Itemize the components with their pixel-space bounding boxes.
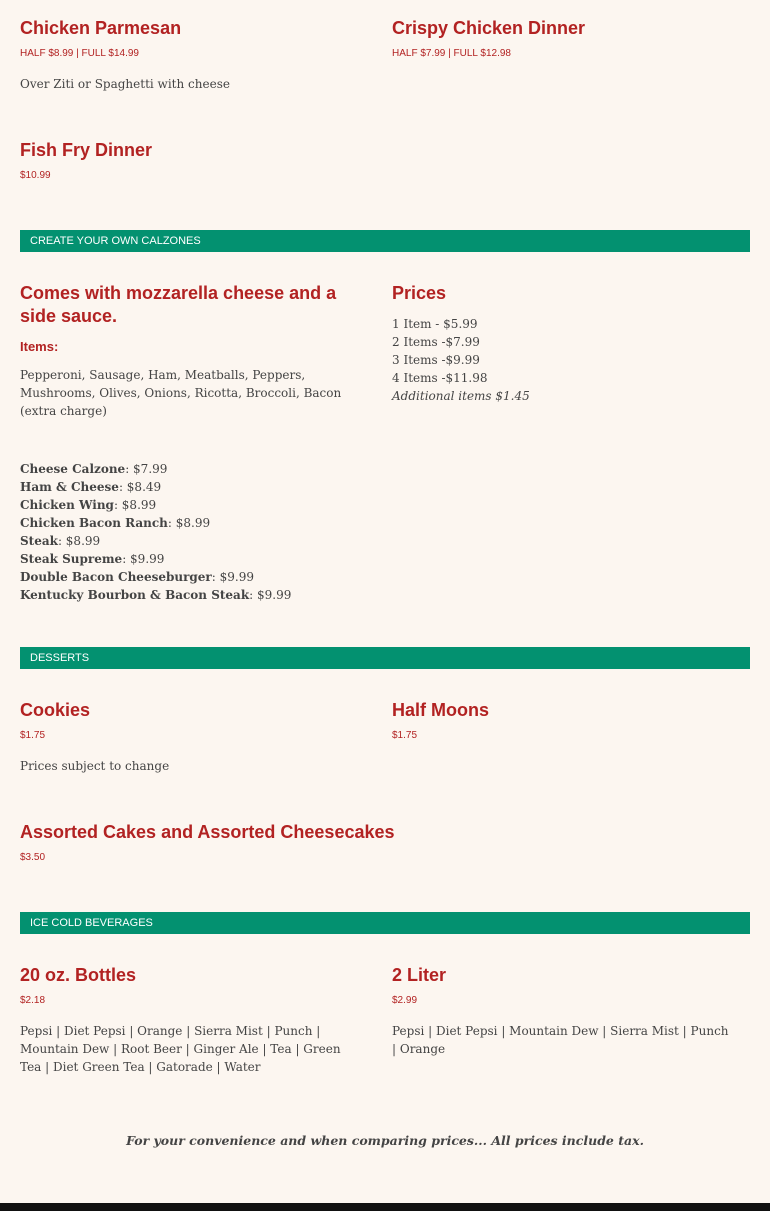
item-description: Pepsi | Diet Pepsi | Orange | Sierra Mist | Punch | Mountain Dew | Root Beer | Ginger Ale | Tea | Green Tea | Diet Green Tea | Gatorade | Water [20,1024,341,1074]
item-title: Fish Fry Dinner [20,140,153,160]
calzone-prices [392,282,742,405]
footer-note: For your convenience and when comparing prices... All prices include tax. [126,1133,644,1148]
list-item [20,478,420,496]
specialty-name: Cheese Calzone [20,462,126,476]
item-title: Assorted Cakes and Assorted Cheesecakes [20,822,395,842]
items-label: Items: [20,339,59,354]
specialty-price: : $8.99 [57,534,101,548]
prices-title: Prices [392,283,447,303]
menu-item-2-liter [392,964,742,1058]
specialty-price: : $8.99 [113,498,157,512]
page-footer-bar [0,1203,770,1211]
item-title: 2 Liter [392,965,447,985]
specialty-name: Steak Supreme [20,552,123,566]
item-price: HALF $7.99 | FULL $12.98 [392,48,511,59]
item-price: HALF $8.99 | FULL $14.99 [20,48,139,59]
item-price: $2.18 [20,995,46,1006]
list-item [20,496,420,514]
item-description: Prices subject to change [20,759,170,773]
list-item [20,550,420,568]
menu-item-assorted-cakes [20,821,420,865]
specialty-price: : $9.99 [122,552,165,566]
specialty-name: Kentucky Bourbon & Bacon Steak [20,588,250,602]
item-description: Pepsi | Diet Pepsi | Mountain Dew | Sierra Mist | Punch | Orange [392,1024,729,1056]
specialty-price: : $9.99 [249,588,292,602]
item-title: Half Moons [392,700,489,720]
item-description: Over Ziti or Spaghetti with cheese [20,77,230,91]
menu-item-20oz-bottles [20,964,370,1076]
price-row: 4 Items -$11.98 [392,371,488,385]
specialty-name: Double Bacon Cheeseburger [20,570,212,584]
additional-items: Additional items $1.45 [392,389,530,403]
section-header-desserts: DESSERTS [20,647,750,669]
item-price: $10.99 [20,170,51,181]
specialty-price: : $8.49 [118,480,162,494]
list-item [20,568,420,586]
specialty-name: Chicken Wing [20,498,114,512]
item-price: $1.75 [392,730,418,741]
list-item [20,514,420,532]
item-price: $1.75 [20,730,46,741]
specialty-calzones-list [20,460,420,604]
calzone-intro [20,282,370,420]
item-price: $3.50 [20,852,46,863]
calzone-intro-title: Comes with mozzarella cheese and a side sauce. [20,283,337,326]
calzone-items-text: Pepperoni, Sausage, Ham, Meatballs, Peppers, Mushrooms, Olives, Onions, Ricotta, Broccoli, Bacon (extra charge) [20,368,342,418]
prices-list [392,315,742,405]
menu-item-chicken-parmesan [20,17,370,93]
menu-item-crispy-chicken-dinner [392,17,742,61]
section-header-calzones: CREATE YOUR OWN CALZONES [20,230,750,252]
list-item [20,532,420,550]
menu-item-fish-fry-dinner [20,139,370,183]
specialty-name: Steak [20,534,58,548]
item-title: Cookies [20,700,91,720]
specialty-price: : $8.99 [167,516,211,530]
menu-item-cookies [20,699,370,775]
item-title: Crispy Chicken Dinner [392,18,586,38]
section-header-beverages: ICE COLD BEVERAGES [20,912,750,934]
specialty-name: Ham & Cheese [20,480,119,494]
specialty-price: : $7.99 [125,462,168,476]
item-title: Chicken Parmesan [20,18,182,38]
price-row: 3 Items -$9.99 [392,353,480,367]
price-row: 1 Item - $5.99 [392,317,478,331]
menu-item-half-moons [392,699,742,743]
specialty-price: : $9.99 [211,570,254,584]
list-item [20,586,420,604]
specialty-name: Chicken Bacon Ranch [20,516,168,530]
item-title: 20 oz. Bottles [20,965,137,985]
item-price: $2.99 [392,995,418,1006]
price-row: 2 Items -$7.99 [392,335,480,349]
list-item [20,460,420,478]
